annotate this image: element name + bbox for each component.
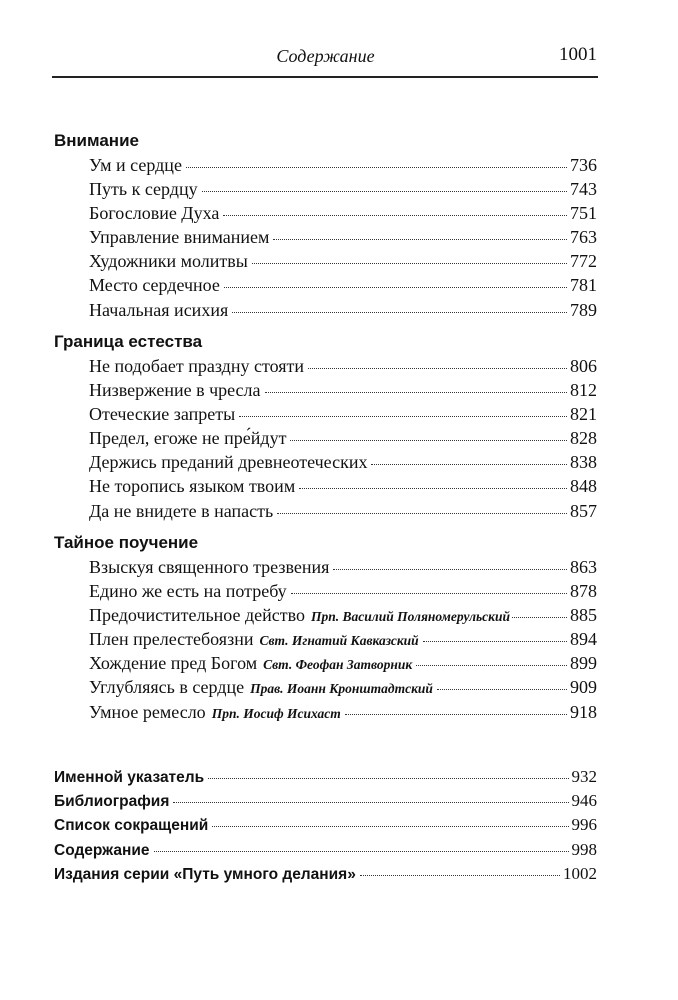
entry-page: 772 <box>570 251 597 272</box>
toc-entry[interactable] <box>54 426 597 450</box>
entry-page: 932 <box>571 767 597 786</box>
dot-leader <box>265 392 567 393</box>
dot-leader <box>223 215 567 216</box>
toc-entry[interactable] <box>54 354 597 378</box>
running-head-title: Содержание <box>276 46 375 66</box>
entry-page: 1002 <box>563 863 597 883</box>
toc-entry[interactable] <box>54 153 597 177</box>
toc-entry[interactable] <box>54 765 597 789</box>
entry-title: Умное ремесло <box>89 701 206 722</box>
toc-entry[interactable] <box>54 249 597 273</box>
dot-leader <box>186 167 567 168</box>
entry-page: 996 <box>571 815 597 835</box>
entry-title: Да не внидете в напасть <box>89 500 274 521</box>
page-number: 1001 <box>559 44 597 65</box>
entry-page: 918 <box>570 701 597 722</box>
entry-page: 909 <box>570 677 597 698</box>
entry-page: 743 <box>570 179 597 200</box>
toc-entry[interactable] <box>54 273 597 297</box>
toc-entry[interactable] <box>54 450 597 474</box>
entry-page: 828 <box>570 428 597 449</box>
toc-entry[interactable] <box>54 579 597 603</box>
entry-page: 821 <box>570 404 597 425</box>
back-matter <box>54 765 597 886</box>
entry-page: 751 <box>570 203 597 224</box>
toc-section <box>54 531 597 724</box>
dot-leader <box>416 665 567 666</box>
entry-page: 894 <box>570 629 597 650</box>
entry-page: 878 <box>570 581 597 602</box>
dot-leader <box>437 689 567 690</box>
toc-section <box>54 330 597 523</box>
entry-author: Свт. Феофан Затворник <box>263 657 413 673</box>
toc-entry[interactable] <box>54 555 597 579</box>
dot-leader <box>239 416 567 417</box>
entry-title: Углубляясь в сердце <box>89 677 245 698</box>
toc-entry[interactable] <box>54 225 597 249</box>
toc-entry[interactable] <box>54 789 597 813</box>
entry-title: Плен прелестебоязни <box>89 629 254 650</box>
entry-title: Список сокращений <box>54 817 209 835</box>
entry-title: Предочистительное действо <box>89 605 306 626</box>
section-title: Внимание <box>54 131 139 150</box>
section-title: Граница естества <box>54 332 203 351</box>
dot-leader <box>371 464 567 465</box>
toc-entry[interactable] <box>54 813 597 837</box>
toc-section <box>54 129 597 322</box>
section-title: Тайное поучение <box>54 533 199 552</box>
entry-page: 885 <box>570 605 597 626</box>
entry-title: Хождение пред Богом <box>89 653 258 674</box>
entry-page: 736 <box>570 155 597 175</box>
toc-entry[interactable] <box>54 862 597 886</box>
toc-entry[interactable] <box>54 603 597 627</box>
entry-title: Содержание <box>54 841 150 859</box>
entry-page: 848 <box>570 476 597 497</box>
dot-leader <box>333 569 567 570</box>
entry-page: 763 <box>570 227 597 248</box>
dot-leader <box>208 778 568 779</box>
entry-page: 789 <box>570 299 597 320</box>
dot-leader <box>202 191 567 192</box>
entry-title: Место сердечное <box>89 275 220 296</box>
entry-title: Именной указатель <box>54 769 205 786</box>
toc-entry[interactable] <box>54 499 597 523</box>
entry-title: Управление вниманием <box>89 227 270 248</box>
toc-entry[interactable] <box>54 402 597 426</box>
entry-page: 863 <box>570 557 597 577</box>
entry-page: 781 <box>570 275 597 296</box>
entry-page: 946 <box>571 791 597 811</box>
toc-entry[interactable] <box>54 675 597 699</box>
toc-entry[interactable] <box>54 700 597 724</box>
dot-leader <box>252 263 567 264</box>
dot-leader <box>212 826 568 827</box>
header-rule <box>52 76 598 78</box>
dot-leader <box>345 714 567 715</box>
dot-leader <box>299 488 567 489</box>
toc-entry[interactable] <box>54 651 597 675</box>
dot-leader <box>423 641 567 642</box>
entry-author: Прп. Василий Поляномерульский <box>311 609 511 625</box>
entry-title: Предел, егоже не пре́йдут <box>89 428 287 449</box>
entry-page: 998 <box>571 839 597 859</box>
dot-leader <box>154 851 569 852</box>
entry-page: 838 <box>570 452 597 473</box>
dot-leader <box>290 440 567 441</box>
dot-leader <box>173 802 568 803</box>
entry-page: 812 <box>570 380 597 401</box>
entry-author: Прав. Иоанн Кронштадтский <box>250 681 433 697</box>
entry-page: 857 <box>570 500 597 521</box>
dot-leader <box>224 287 567 288</box>
entry-title: Богословие Духа <box>89 203 220 224</box>
entry-title: Держись преданий древнеотеческих <box>89 452 368 473</box>
entry-author: Прп. Иосиф Исихаст <box>211 705 341 721</box>
entry-title: Путь к сердцу <box>89 179 198 200</box>
entry-title: Издания серии «Путь умного делания» <box>54 865 356 883</box>
entry-title: Не подобает праздну стояти <box>89 356 305 376</box>
toc-entry[interactable] <box>54 177 597 201</box>
entry-title: Едино же есть на потребу <box>89 581 287 602</box>
running-head <box>54 44 597 70</box>
entry-title: Отеческие запреты <box>89 404 236 425</box>
dot-leader <box>291 593 567 594</box>
dot-leader <box>512 617 567 618</box>
dot-leader <box>273 239 567 240</box>
entry-title: Художники молитвы <box>89 251 248 272</box>
dot-leader <box>277 513 567 514</box>
toc-entry[interactable] <box>54 378 597 402</box>
entry-title: Библиография <box>54 793 170 811</box>
toc-entry[interactable] <box>54 201 597 225</box>
entry-title: Начальная исихия <box>89 299 229 320</box>
toc-entry[interactable] <box>54 474 597 498</box>
dot-leader <box>360 875 560 876</box>
entry-title: Взыскуя священного трезвения <box>89 557 330 577</box>
entry-author: Свт. Игнатий Кавказский <box>259 633 419 649</box>
dot-leader <box>308 368 567 369</box>
dot-leader <box>232 312 567 313</box>
entry-title: Низвержение в чресла <box>89 380 261 401</box>
entry-title: Ум и сердце <box>89 155 182 175</box>
toc-entry[interactable] <box>54 627 597 651</box>
toc-entry[interactable] <box>54 298 597 322</box>
entry-title: Не торопись языком твоим <box>89 476 296 497</box>
entry-page: 899 <box>570 653 597 674</box>
toc-entry[interactable] <box>54 838 597 862</box>
entry-page: 806 <box>570 356 597 376</box>
